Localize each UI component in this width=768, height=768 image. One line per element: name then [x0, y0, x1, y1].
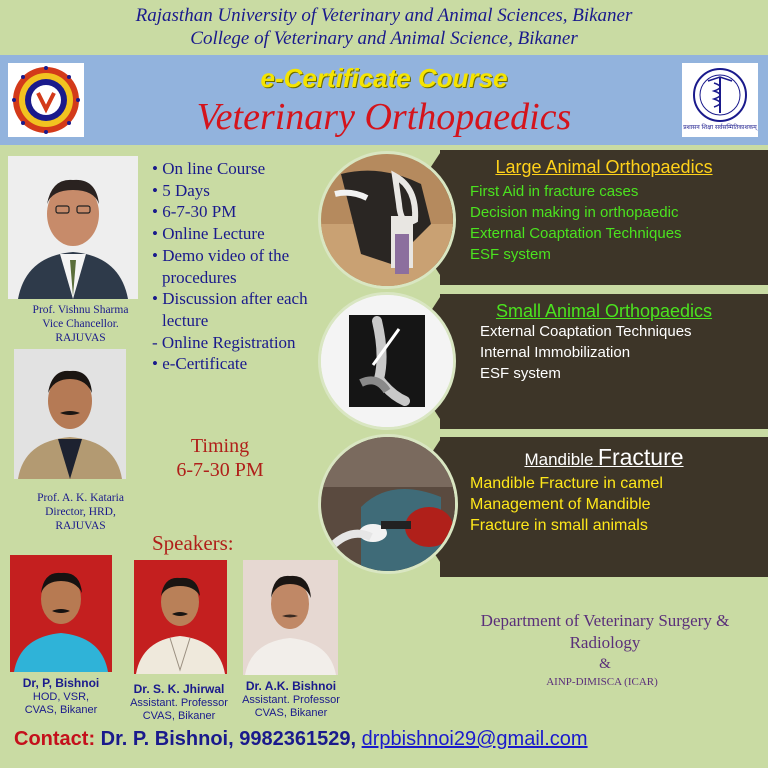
photo-vishnu-sharma	[8, 156, 138, 299]
feature-item: • On line Course	[152, 159, 266, 178]
college-name: College of Veterinary and Animal Science, Bikaner	[190, 28, 578, 49]
photo-ak-kataria	[14, 349, 126, 479]
title-banner	[0, 55, 768, 145]
panel-3-content: Mandible Fracture in camel Management of Mandible Fracture in small animals	[470, 475, 663, 534]
panel-large-animal	[440, 150, 768, 285]
panel-1-title: Large Animal Orthopaedics	[495, 157, 713, 177]
panel-2-title: Small Animal Orthopaedics	[495, 301, 713, 321]
header	[0, 0, 768, 52]
contact-separator: ,	[350, 728, 357, 750]
surgery-image	[318, 434, 458, 574]
photo-sk-jhirwal	[134, 560, 227, 674]
feature-item: • Discussion after each lecture	[152, 289, 308, 330]
patron-director-caption: Prof. A. K. Kataria Director, HRD, RAJUVAS	[37, 492, 124, 532]
university-name: Rajasthan University of Veterinary and Animal Sciences, Bikaner	[135, 5, 633, 26]
college-logo-motto: प्रशासन शिक्षा सर्वसम्मितिकाशकम्	[683, 124, 757, 131]
speaker-3-caption: Dr. A.K. Bishnoi Assistant. Professor CVAS, Bikaner	[242, 679, 340, 719]
goat-fracture-image	[318, 151, 456, 289]
college-logo	[682, 63, 758, 137]
photo-ak-bishnoi	[243, 560, 338, 675]
feature-item: • 5 Days	[152, 180, 210, 200]
feature-item: • Online Lecture	[152, 224, 265, 244]
panel-mandible-fracture	[440, 437, 768, 577]
department-amp: &	[599, 656, 611, 672]
panel-2-content: External Coaptation Techniques Internal Immobilization ESF system	[480, 323, 692, 382]
course-subtitle: e-Certificate Course	[260, 63, 508, 93]
contact-email-link[interactable]: drpbishnoi29@gmail.com	[361, 728, 588, 750]
feature-item: • Demo video of the procedures	[152, 245, 290, 287]
department-name: Department of Veterinary Surgery &	[480, 611, 730, 630]
contact-line	[14, 728, 588, 751]
photo-p-bishnoi	[10, 555, 112, 672]
department-block	[442, 610, 768, 674]
timing-block	[160, 434, 280, 482]
timing-value: 6-7-30 PM	[176, 459, 264, 481]
feature-item: • e-Certificate	[152, 354, 248, 374]
contact-person: Dr. P. Bishnoi, 9982361529	[100, 728, 351, 750]
patron-vc-caption: Prof. Vishnu Sharma Vice Chancellor. RAJUVAS	[32, 304, 129, 344]
panel-small-animal	[440, 294, 768, 429]
department-project: AINP-DIMISCA (ICAR)	[546, 676, 658, 688]
speaker-2-caption: Dr. S. K. Jhirwal Assistant. Professor CVAS, Bikaner	[130, 682, 228, 722]
department-name-cont: Radiology	[569, 633, 641, 652]
timing-label: Timing	[190, 435, 250, 457]
feature-item: • 6-7-30 PM	[152, 202, 237, 222]
panel-3-title: Mandible Fracture	[524, 444, 684, 470]
feature-item: - Online Registration	[152, 332, 296, 352]
panel-1-content: First Aid in fracture cases Decision making in orthopaedic External Coaptation Techniques ESF system	[470, 183, 682, 263]
xray-image	[318, 292, 456, 430]
course-title: Veterinary Orthopaedics	[196, 96, 572, 138]
contact-label: Contact:	[14, 728, 96, 750]
course-features-list	[150, 158, 310, 375]
speaker-1-caption: Dr, P, Bishnoi HOD, VSR, CVAS, Bikaner	[22, 676, 100, 716]
speakers-heading: Speakers:	[152, 531, 234, 555]
